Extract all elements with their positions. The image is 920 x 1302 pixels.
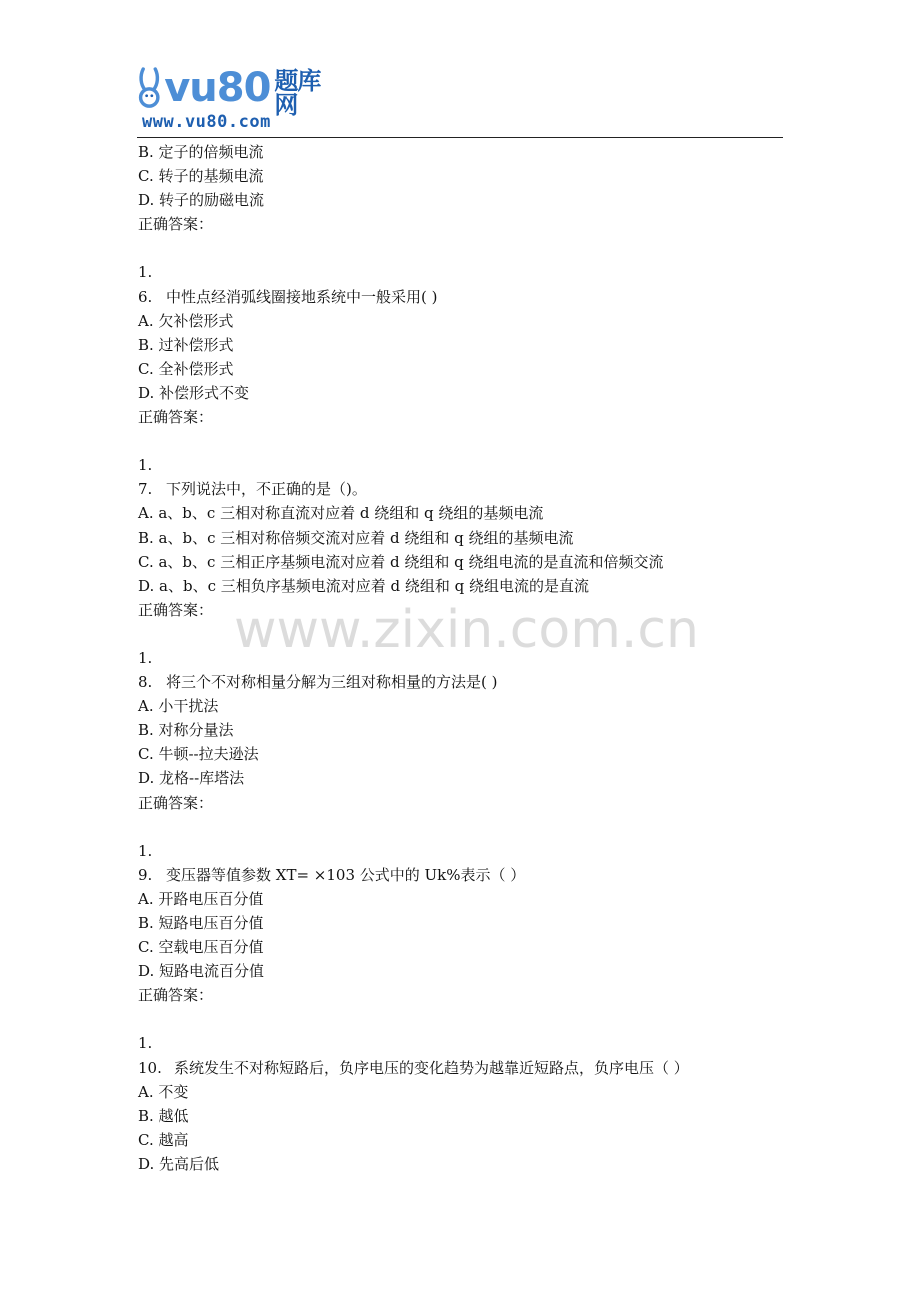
logo-wordmark: vu80: [164, 65, 271, 111]
logo-chinese-name: 题库网: [274, 67, 321, 119]
option-b: B. 过补偿形式: [138, 335, 234, 354]
question-text: 下列说法中，不正确的是（)。: [166, 480, 367, 499]
option-d: D. 补偿形式不变: [138, 383, 250, 402]
question-list: [138, 140, 783, 1176]
question-stem: [138, 1056, 783, 1080]
option-a: A. 小干扰法: [138, 697, 219, 716]
option-c: C. 空载电压百分值: [138, 938, 264, 957]
option-b: B. 短路电压百分值: [138, 914, 264, 932]
site-logo: [138, 62, 334, 136]
option-d: D. 龙格--库塔法: [138, 769, 245, 788]
option-a: A. a、b、c 三相对称直流对应着 d 绕组和 q 绕组的基频电流: [138, 504, 544, 523]
question-number: 10.: [138, 1058, 162, 1077]
question-number: 7.: [138, 480, 153, 499]
question-5: [138, 140, 783, 236]
question-stem: [138, 863, 783, 887]
answer-label: 正确答案：: [138, 408, 214, 427]
option-c: C. 转子的基频电流: [138, 167, 264, 186]
spacer: [138, 622, 783, 646]
option-b: B. 对称分量法: [138, 721, 234, 740]
question-text: 变压器等值参数 XT= ×103 公式中的 Uk%表示（ ）: [166, 865, 526, 884]
question-8: [138, 646, 783, 815]
question-10: [138, 1031, 783, 1176]
option-c: C. 全补偿形式: [138, 359, 234, 378]
question-score: 1.: [138, 1034, 153, 1053]
question-stem: [138, 285, 783, 309]
answer-label: 正确答案：: [138, 600, 214, 619]
answer-label: 正确答案：: [138, 986, 214, 1005]
header-divider: [137, 137, 783, 138]
answer-label: 正确答案：: [138, 215, 214, 234]
question-text: 中性点经消弧线圈接地系统中一般采用( ): [166, 287, 438, 306]
question-text: 系统发生不对称短路后，负序电压的变化趋势为越靠近短路点，负序电压（ ）: [174, 1058, 689, 1077]
option-c: C. 牛顿--拉夫逊法: [138, 745, 259, 764]
question-score: 1.: [138, 648, 153, 667]
rabbit-mascot-icon: [138, 64, 162, 112]
option-b: B. a、b、c 三相对称倍频交流对应着 d 绕组和 q 绕组的基频电流: [138, 528, 574, 547]
option-b: B. 越低: [138, 1106, 189, 1125]
logo-url: www.vu80.com: [142, 112, 271, 132]
question-stem: [138, 670, 783, 694]
option-a: A. 开路电压百分值: [138, 889, 264, 908]
option-a: A. 不变: [138, 1082, 189, 1101]
question-number: 9.: [138, 865, 153, 884]
question-6: [138, 260, 783, 429]
option-c: C. 越高: [138, 1130, 189, 1149]
option-b: B. 定子的倍频电流: [138, 143, 264, 161]
spacer: [138, 429, 783, 453]
option-d: D. a、b、c 三相负序基频电流对应着 d 绕组和 q 绕组电流的是直流: [138, 576, 590, 595]
option-c: C. a、b、c 三相正序基频电流对应着 d 绕组和 q 绕组电流的是直流和倍频交流: [138, 552, 664, 571]
option-a: A. 欠补偿形式: [138, 311, 234, 330]
option-d: D. 短路电流百分值: [138, 962, 265, 981]
question-score: 1.: [138, 263, 153, 282]
question-text: 将三个不对称相量分解为三组对称相量的方法是( ): [166, 673, 498, 692]
question-score: 1.: [138, 456, 153, 475]
option-d: D. 转子的励磁电流: [138, 191, 265, 210]
answer-label: 正确答案：: [138, 793, 214, 812]
question-stem: [138, 477, 783, 501]
question-score: 1.: [138, 841, 153, 860]
spacer: [138, 815, 783, 839]
spacer: [138, 236, 783, 260]
watermark: www.zixin.com.cn: [234, 600, 699, 660]
question-number: 6.: [138, 287, 153, 306]
question-number: 8.: [138, 673, 153, 692]
option-d: D. 先高后低: [138, 1154, 220, 1173]
spacer: [138, 1007, 783, 1031]
question-9: [138, 839, 783, 1008]
question-7: [138, 453, 783, 622]
